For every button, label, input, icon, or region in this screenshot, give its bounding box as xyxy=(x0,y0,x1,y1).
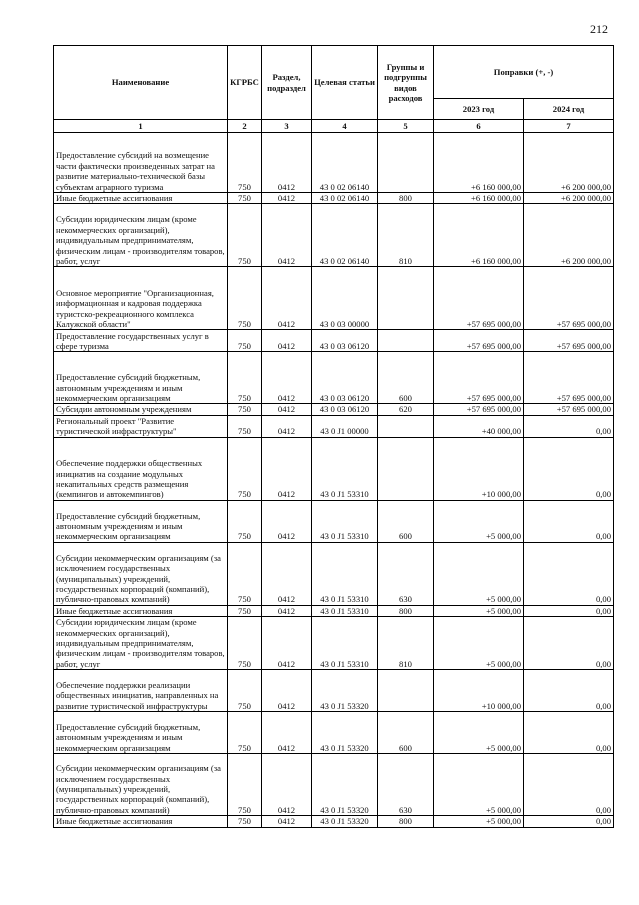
row-kgrbs: 750 xyxy=(228,542,262,605)
row-2024: 0,00 xyxy=(524,542,614,605)
row-section: 0412 xyxy=(262,712,312,754)
row-target: 43 0 02 06140 xyxy=(312,204,378,267)
row-name: Предоставление субсидий бюджетным, автономным учреждениям и иным некоммерческим организациям xyxy=(54,712,228,754)
table-row xyxy=(54,542,614,605)
row-target: 43 0 J1 53320 xyxy=(312,712,378,754)
row-group: 630 xyxy=(378,754,434,816)
row-target: 43 0 03 06120 xyxy=(312,330,378,352)
row-section: 0412 xyxy=(262,267,312,330)
row-kgrbs: 750 xyxy=(228,712,262,754)
row-2024: 0,00 xyxy=(524,754,614,816)
row-name: Региональный проект "Развитие туристической инфраструктуры" xyxy=(54,415,228,437)
table-row xyxy=(54,617,614,670)
row-section: 0412 xyxy=(262,133,312,193)
row-group xyxy=(378,267,434,330)
row-kgrbs: 750 xyxy=(228,816,262,827)
row-2024: 0,00 xyxy=(524,670,614,712)
row-group xyxy=(378,133,434,193)
row-2024: +57 695 000,00 xyxy=(524,267,614,330)
row-2024: 0,00 xyxy=(524,500,614,542)
row-name: Субсидии некоммерческим организациям (за исключением государственных (муниципальных) учреждений, государственных корпораций (компаний), публично-правовых компаний) xyxy=(54,754,228,816)
row-2024: +57 695 000,00 xyxy=(524,404,614,415)
row-kgrbs: 750 xyxy=(228,617,262,670)
row-kgrbs: 750 xyxy=(228,670,262,712)
table-row xyxy=(54,605,614,616)
row-target: 43 0 J1 53320 xyxy=(312,816,378,827)
row-2023: +5 000,00 xyxy=(434,500,524,542)
row-2024: +6 200 000,00 xyxy=(524,193,614,204)
row-kgrbs: 750 xyxy=(228,204,262,267)
row-2024: 0,00 xyxy=(524,437,614,500)
row-2023: +5 000,00 xyxy=(434,712,524,754)
row-name: Субсидии юридическим лицам (кроме некоммерческих организаций), индивидуальным предпринимателям, физическим лицам - производителям товаров, работ, услуг xyxy=(54,617,228,670)
row-kgrbs: 750 xyxy=(228,330,262,352)
row-2024: 0,00 xyxy=(524,816,614,827)
table-row xyxy=(54,193,614,204)
row-section: 0412 xyxy=(262,617,312,670)
table-row xyxy=(54,712,614,754)
col-number: 4 xyxy=(312,120,378,133)
row-name: Предоставление государственных услуг в сфере туризма xyxy=(54,330,228,352)
row-group: 620 xyxy=(378,404,434,415)
row-name: Иные бюджетные ассигнования xyxy=(54,605,228,616)
row-kgrbs: 750 xyxy=(228,193,262,204)
row-target: 43 0 J1 00000 xyxy=(312,415,378,437)
row-target: 43 0 J1 53320 xyxy=(312,754,378,816)
col-number: 2 xyxy=(228,120,262,133)
header-target: Целевая статьи xyxy=(312,46,378,120)
col-number: 3 xyxy=(262,120,312,133)
row-name: Обеспечение поддержки общественных инициатив на создание модульных некапитальных средств размещения (кемпингов и автокемпингов) xyxy=(54,437,228,500)
row-kgrbs: 750 xyxy=(228,133,262,193)
table-row xyxy=(54,352,614,404)
row-2023: +10 000,00 xyxy=(434,437,524,500)
row-target: 43 0 02 06140 xyxy=(312,133,378,193)
row-target: 43 0 J1 53310 xyxy=(312,437,378,500)
row-kgrbs: 750 xyxy=(228,404,262,415)
row-2023: +5 000,00 xyxy=(434,816,524,827)
row-2024: 0,00 xyxy=(524,415,614,437)
row-target: 43 0 J1 53310 xyxy=(312,500,378,542)
header-kgrbs: КГРБС xyxy=(228,46,262,120)
header-amendments: Поправки (+, -) xyxy=(434,46,614,99)
row-2023: +6 160 000,00 xyxy=(434,204,524,267)
col-number: 5 xyxy=(378,120,434,133)
row-group: 800 xyxy=(378,605,434,616)
row-2023: +57 695 000,00 xyxy=(434,330,524,352)
table-row xyxy=(54,267,614,330)
table-row xyxy=(54,415,614,437)
row-group xyxy=(378,437,434,500)
row-section: 0412 xyxy=(262,330,312,352)
table-row xyxy=(54,816,614,827)
row-group: 600 xyxy=(378,712,434,754)
row-name: Основное мероприятие "Организационная, информационная и кадровая поддержка туристско-рекреационного комплекса Калужской области" xyxy=(54,267,228,330)
row-group: 600 xyxy=(378,352,434,404)
row-section: 0412 xyxy=(262,437,312,500)
row-name: Иные бюджетные ассигнования xyxy=(54,193,228,204)
row-section: 0412 xyxy=(262,542,312,605)
col-number: 7 xyxy=(524,120,614,133)
row-2023: +5 000,00 xyxy=(434,542,524,605)
row-group xyxy=(378,670,434,712)
col-number: 1 xyxy=(54,120,228,133)
row-section: 0412 xyxy=(262,605,312,616)
row-kgrbs: 750 xyxy=(228,605,262,616)
table-row xyxy=(54,404,614,415)
row-target: 43 0 02 06140 xyxy=(312,193,378,204)
row-section: 0412 xyxy=(262,754,312,816)
row-target: 43 0 J1 53320 xyxy=(312,670,378,712)
row-group: 630 xyxy=(378,542,434,605)
row-section: 0412 xyxy=(262,415,312,437)
row-name: Иные бюджетные ассигнования xyxy=(54,816,228,827)
row-group: 600 xyxy=(378,500,434,542)
row-2024: +57 695 000,00 xyxy=(524,330,614,352)
table-row xyxy=(54,133,614,193)
table-row xyxy=(54,204,614,267)
row-2023: +6 160 000,00 xyxy=(434,133,524,193)
row-section: 0412 xyxy=(262,670,312,712)
row-kgrbs: 750 xyxy=(228,352,262,404)
row-target: 43 0 J1 53310 xyxy=(312,617,378,670)
header-2024: 2024 год xyxy=(524,99,614,120)
row-2023: +57 695 000,00 xyxy=(434,267,524,330)
row-group xyxy=(378,330,434,352)
row-2023: +6 160 000,00 xyxy=(434,193,524,204)
row-kgrbs: 750 xyxy=(228,754,262,816)
row-section: 0412 xyxy=(262,193,312,204)
row-2023: +5 000,00 xyxy=(434,754,524,816)
page-number: 212 xyxy=(590,22,608,36)
row-name: Обеспечение поддержки реализации общественных инициатив, направленных на развитие туристической инфраструктуры xyxy=(54,670,228,712)
row-section: 0412 xyxy=(262,204,312,267)
row-group: 800 xyxy=(378,816,434,827)
table-row xyxy=(54,670,614,712)
budget-amendments-table xyxy=(53,45,614,828)
row-name: Субсидии юридическим лицам (кроме некоммерческих организаций), индивидуальным предпринимателям, физическим лицам - производителям товаров, работ, услуг xyxy=(54,204,228,267)
row-2023: +57 695 000,00 xyxy=(434,404,524,415)
row-target: 43 0 J1 53310 xyxy=(312,542,378,605)
row-group: 810 xyxy=(378,204,434,267)
row-target: 43 0 03 06120 xyxy=(312,404,378,415)
row-name: Предоставление субсидий бюджетным, автономным учреждениям и иным некоммерческим организациям xyxy=(54,500,228,542)
row-kgrbs: 750 xyxy=(228,415,262,437)
header-groups: Группы и подгруппы видов расходов xyxy=(378,46,434,120)
row-2024: +57 695 000,00 xyxy=(524,352,614,404)
row-kgrbs: 750 xyxy=(228,437,262,500)
row-section: 0412 xyxy=(262,816,312,827)
row-2023: +5 000,00 xyxy=(434,605,524,616)
header-section: Раздел, подраздел xyxy=(262,46,312,120)
col-number: 6 xyxy=(434,120,524,133)
table-row xyxy=(54,754,614,816)
table-row xyxy=(54,500,614,542)
row-name: Предоставление субсидий бюджетным, автономным учреждениям и иным некоммерческим организациям xyxy=(54,352,228,404)
row-2023: +57 695 000,00 xyxy=(434,352,524,404)
row-name: Субсидии некоммерческим организациям (за исключением государственных (муниципальных) учреждений, государственных корпораций (компаний), публично-правовых компаний) xyxy=(54,542,228,605)
row-section: 0412 xyxy=(262,500,312,542)
row-target: 43 0 03 06120 xyxy=(312,352,378,404)
row-2023: +10 000,00 xyxy=(434,670,524,712)
row-2023: +5 000,00 xyxy=(434,617,524,670)
row-group: 800 xyxy=(378,193,434,204)
row-section: 0412 xyxy=(262,352,312,404)
row-name: Субсидии автономным учреждениям xyxy=(54,404,228,415)
row-2024: +6 200 000,00 xyxy=(524,204,614,267)
table-row xyxy=(54,330,614,352)
row-2024: 0,00 xyxy=(524,605,614,616)
row-target: 43 0 J1 53310 xyxy=(312,605,378,616)
row-section: 0412 xyxy=(262,404,312,415)
row-kgrbs: 750 xyxy=(228,500,262,542)
row-group: 810 xyxy=(378,617,434,670)
row-kgrbs: 750 xyxy=(228,267,262,330)
row-target: 43 0 03 00000 xyxy=(312,267,378,330)
row-name: Предоставление субсидий на возмещение части фактически произведенных затрат на развитие материально-технической базы субъектам аграрного туризма xyxy=(54,133,228,193)
row-2024: 0,00 xyxy=(524,617,614,670)
row-2024: +6 200 000,00 xyxy=(524,133,614,193)
row-2023: +40 000,00 xyxy=(434,415,524,437)
table-row xyxy=(54,437,614,500)
row-2024: 0,00 xyxy=(524,712,614,754)
row-group xyxy=(378,415,434,437)
header-name: Наименование xyxy=(54,46,228,120)
header-2023: 2023 год xyxy=(434,99,524,120)
